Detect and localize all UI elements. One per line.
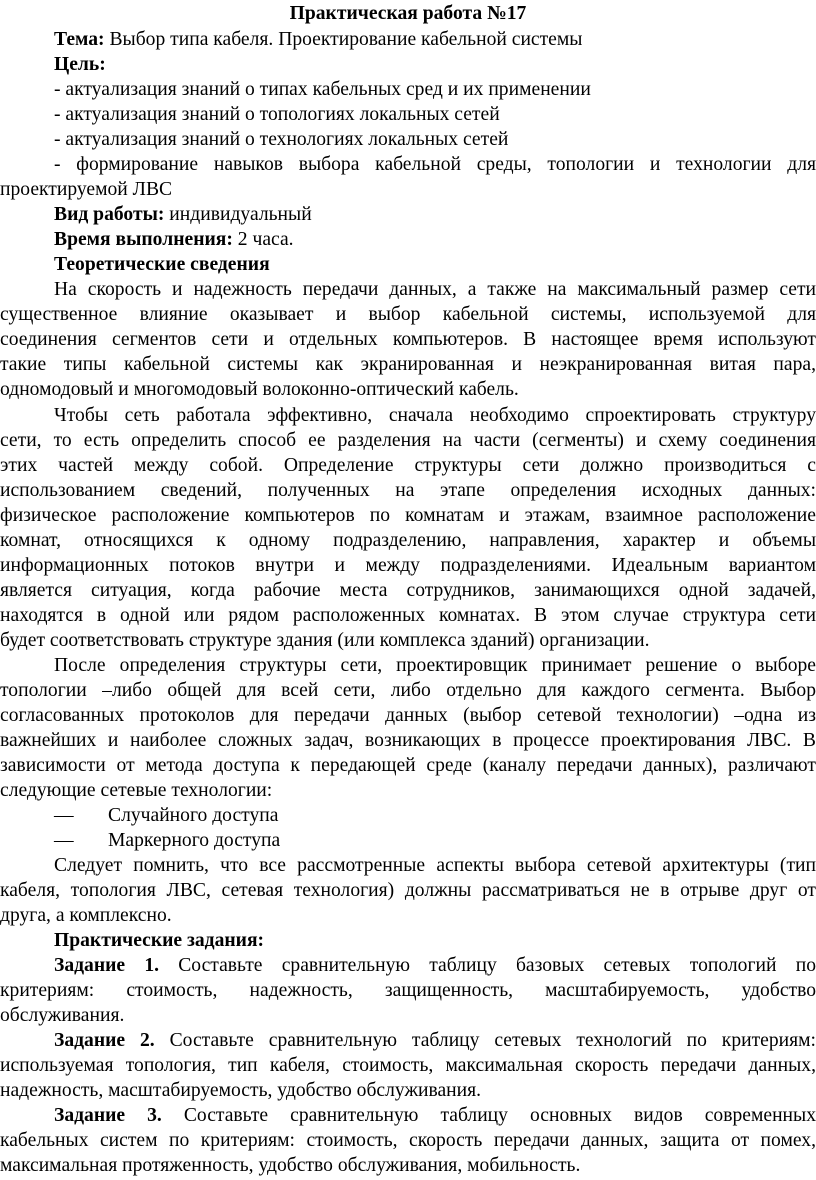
paragraph-line: После определения структуры сети, проектировщик принимает решение о выборе [54, 655, 816, 676]
paragraph-line: кабеля, топология ЛВС, сетевая технология) должны рассматриваться не в отрыве друг от [0, 880, 816, 901]
task-1-line: обслуживания. [0, 1005, 125, 1026]
task-1-text: Составьте сравнительную таблицу базовых сетевых топологий по [159, 955, 816, 976]
paragraph-line: сети, то есть определить способ ее разделения на части (сегменты) и схему соединения [0, 430, 816, 451]
paragraph-line: следующие сетевые технологии: [0, 780, 273, 801]
goal-item: - актуализация знаний о технологиях локальных сетей [54, 129, 509, 150]
task-3-label: Задание 3. [54, 1105, 162, 1126]
work-type-value: индивидуальный [164, 204, 312, 225]
work-type-line [54, 201, 816, 229]
paragraph-line: согласованных протоколов для передачи данных (выбор сетевой технологии) –одна из [0, 705, 816, 726]
paragraph-line: будет соответствовать структуре здания (или комплекса зданий) организации. [0, 630, 650, 651]
paragraph-line: является ситуация, когда рабочие места сотрудников, занимающихся одной задачей, [0, 580, 816, 601]
task-2-line: надежность, масштабируемость, удобство обслуживания. [0, 1080, 482, 1101]
paragraph-line: комнат, относящихся к одному подразделению, направления, характер и объемы [0, 530, 816, 551]
paragraph-line: существенное влияние оказывает и выбор кабельной системы, используемой для [0, 304, 816, 325]
task-3-line: максимальная протяженность, удобство обслуживания, мобильность. [0, 1155, 581, 1176]
paragraph-line: зависимости от метода доступа к передающей среде (каналу передачи данных), различают [0, 755, 816, 776]
task-1-line: критериям: стоимость, надежность, защищенность, масштабируемость, удобство [0, 980, 816, 1001]
topic-value: Выбор типа кабеля. Проектирование кабельной системы [104, 29, 583, 50]
task-3-line: кабельных систем по критериям: стоимость, скорость передачи данных, защита от помех, [0, 1130, 816, 1151]
goal-item: - формирование навыков выбора кабельной среды, топологии и технологии для [54, 154, 816, 175]
dash-bullet: — [54, 805, 74, 826]
time-label: Время выполнения: [54, 229, 233, 250]
task-1-label: Задание 1. [54, 955, 160, 976]
list-item [0, 827, 816, 855]
paragraph-line: Следует помнить, что все рассмотренные аспекты выбора сетевой архитектуры (тип [54, 855, 816, 876]
goal-item: - актуализация знаний о топологиях локальных сетей [54, 104, 500, 125]
task-2-text: Составьте сравнительную таблицу сетевых технологий по критериям: [154, 1030, 816, 1051]
task-2-label: Задание 2. [54, 1030, 155, 1051]
task-3-line [54, 1102, 816, 1130]
paragraph-line: находятся в одной или рядом расположенных комнатах. В этом случае структура сети [0, 605, 816, 626]
paragraph-line: топологии –либо общей для всей сети, либо отдельно для каждого сегмента. Выбор [0, 680, 816, 701]
task-1-line [54, 952, 816, 980]
topic-line [54, 26, 816, 54]
topic-label: Тема: [54, 29, 105, 50]
list-item-text: Случайного доступа [108, 805, 279, 826]
goal-item-continued: проектируемой ЛВС [0, 179, 173, 200]
paragraph-line: соединения сегментов сети и отдельных компьютеров. В настоящее время используют [0, 329, 816, 350]
task-2-line [54, 1027, 816, 1055]
paragraph-line: одномодовый и многомодовый волоконно-оптический кабель. [0, 379, 519, 400]
dash-bullet: — [54, 830, 74, 851]
paragraph-line: использованием сведений, полученных на этапе определения исходных данных: [0, 480, 816, 501]
paragraph-line: физическое расположение компьютеров по комнатам и этажам, взаимное расположение [0, 505, 816, 526]
time-line [54, 226, 816, 254]
goal-label: Цель: [54, 54, 106, 75]
list-item-text: Маркерного доступа [108, 830, 281, 851]
task-3-text: Составьте сравнительную таблицу основных видов современных [161, 1105, 816, 1126]
task-2-line: используемая топология, тип кабеля, стоимость, максимальная скорость передачи данных, [0, 1055, 816, 1076]
paragraph-line: информационных потоков внутри и между подразделениями. Идеальным вариантом [0, 555, 816, 576]
paragraph-line: Чтобы сеть работала эффективно, сначала необходимо спроектировать структуру [54, 405, 816, 426]
paragraph-line: важнейших и наиболее сложных задач, возникающих в процессе проектирования ЛВС. В [0, 730, 816, 751]
paragraph-line: такие типы кабельной системы как экранированная и неэкранированная витая пара, [0, 354, 816, 375]
practice-heading: Практические задания: [54, 930, 265, 951]
page-title: Практическая работа №17 [289, 3, 527, 24]
paragraph-line: этих частей между собой. Определение структуры сети должно производиться с [0, 455, 816, 476]
goal-item: - актуализация знаний о типах кабельных сред и их применении [54, 79, 591, 100]
list-item [0, 802, 816, 830]
paragraph-line: На скорость и надежность передачи данных, а также на максимальный размер сети [54, 279, 816, 300]
paragraph-line: друга, а комплексно. [0, 905, 172, 926]
work-type-label: Вид работы: [54, 204, 165, 225]
theory-heading: Теоретические сведения [54, 254, 270, 275]
time-value: 2 часа. [232, 229, 294, 250]
